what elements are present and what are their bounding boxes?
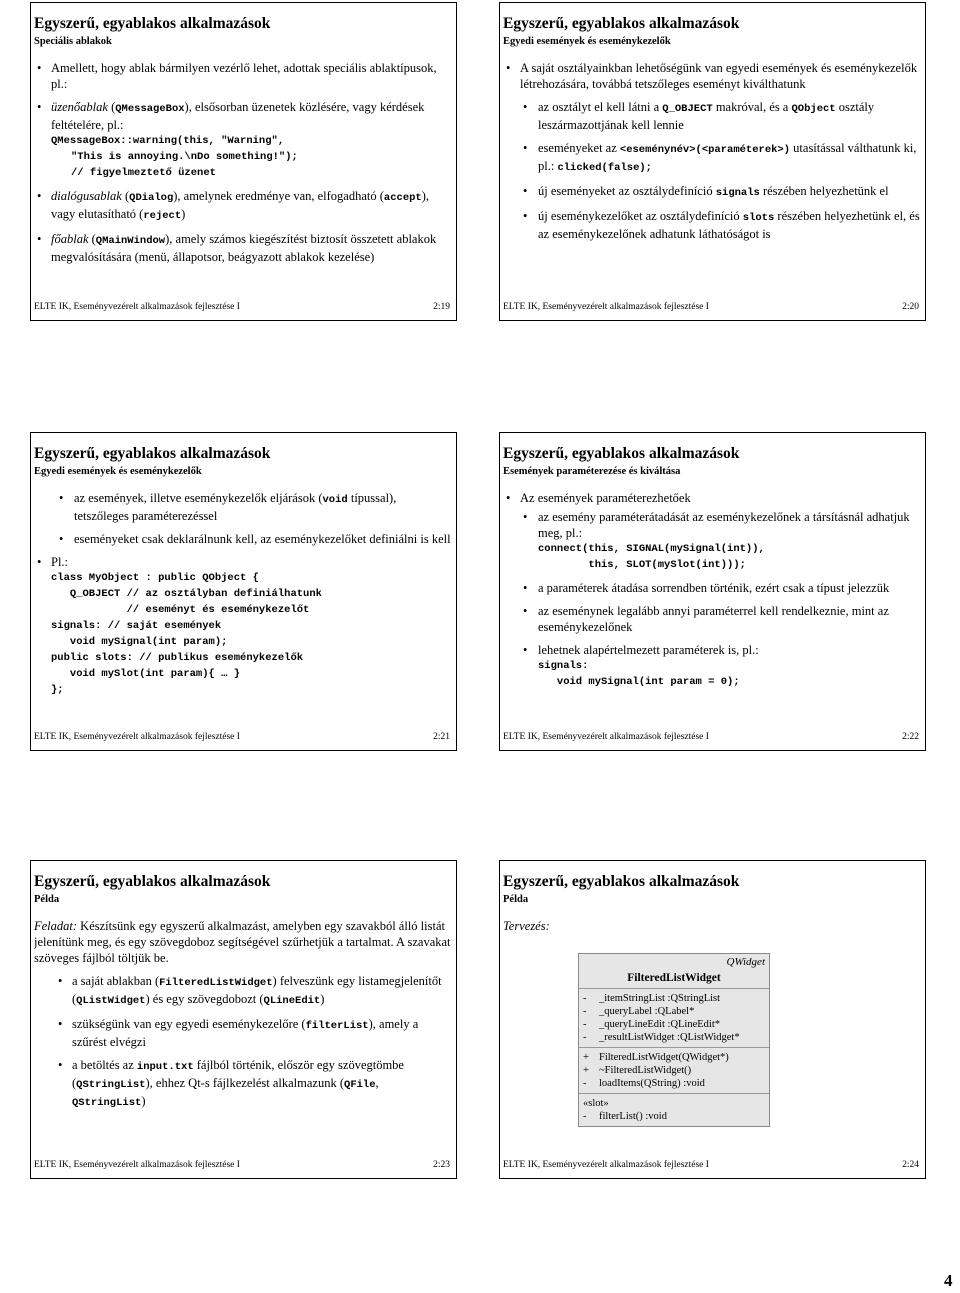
uml-attributes [579,989,769,1048]
code-line: void mySlot(int param){ … } [51,668,241,680]
code-line: class MyObject : public QObject { [51,572,259,584]
footer-text: ELTE IK, Eseményvezérelt alkalmazások fejlesztése I [503,302,709,312]
slide-content [34,918,452,1150]
uml-methods [579,1048,769,1094]
uml-parent-class: QWidget [726,956,765,968]
slide-subtitle: Egyedi események és eseménykezelők [503,36,671,47]
code-block [34,570,452,698]
page-number: 4 [944,1271,953,1290]
bullet: • eseményeket az <eseménynév>(<paraméterek>) utasítással válthatunk ki, pl.: clicked(false); [503,140,921,176]
bullet: • a paraméterek átadása sorrendben történik, ezért csak a típust jelezzük [503,580,921,596]
code-line: }; [51,684,64,696]
bullet: • lehetnek alapértelmezett paraméterek is, pl.: signals: void mySignal(int param = 0); [503,642,921,690]
slide-2-24 [499,860,926,1179]
slide-subtitle: Események paraméterezése és kiváltása [503,466,681,477]
bullet: • az eseménynek legalább annyi paraméterrel kell rendelkeznie, mint az eseménykezelőnek [503,603,921,635]
bullet: • a betöltés az input.txt fájlból történik, először egy szövegtömbe (QStringList), ehhez Qt-s fájlkezelést alkalmazunk (QFile, QStringList) [34,1057,452,1111]
code-line: signals: // saját események [51,620,222,632]
slide-2-19 [30,2,457,321]
slide-title: Egyszerű, egyablakos alkalmazások [503,15,740,32]
slide-title: Egyszerű, egyablakos alkalmazások [34,873,271,890]
code-line: this, SLOT(mySlot(int))); [538,559,746,571]
uml-attribute: - _queryLabel :QLabel* [583,1006,695,1017]
code-line: public slots: // publikus eseménykezelők [51,652,304,664]
uml-slots [579,1094,769,1126]
slide-number: 2:22 [902,732,919,742]
slide-title: Egyszerű, egyablakos alkalmazások [34,15,271,32]
slide-footer [503,1159,919,1171]
slide-footer [34,301,450,313]
bullet: • az esemény paraméterátadását az eseménykezelőnek a társításnál adhatjuk meg, pl.: connect(this, SIGNAL(mySignal(int)), this, SLOT(mySlot(int))); [503,509,921,573]
bullet: • dialógusablak (QDialog), amelynek eredménye van, elfogadható (accept), vagy elutasítható (reject) [34,188,452,224]
bullet: • az osztályt el kell látni a Q_OBJECT makróval, és a QObject osztály leszármazottjának kell lennie [503,99,921,133]
footer-text: ELTE IK, Eseményvezérelt alkalmazások fejlesztése I [503,732,709,742]
slide-footer [34,731,450,743]
footer-text: ELTE IK, Eseményvezérelt alkalmazások fejlesztése I [34,1160,240,1170]
footer-text: ELTE IK, Eseményvezérelt alkalmazások fejlesztése I [34,732,240,742]
uml-method: + FilteredListWidget(QWidget*) [583,1052,729,1063]
uml-header [579,954,769,989]
bullet: • az események, illetve eseménykezelők eljárások (void típussal), tetszőleges paraméterezéssel [34,490,452,524]
uml-class-diagram [578,953,770,1127]
uml-slot: - filterList() :void [583,1111,667,1122]
slide-number: 2:24 [902,1160,919,1170]
design-label: Tervezés: [503,919,550,933]
code-line: signals: [538,660,589,672]
bullet: • Amellett, hogy ablak bármilyen vezérlő lehet, adottak speciális ablaktípusok, pl.: [34,60,452,92]
slide-footer [34,1159,450,1171]
slide-number: 2:19 [433,302,450,312]
slide-footer [503,301,919,313]
slide-title: Egyszerű, egyablakos alkalmazások [503,445,740,462]
bullet: • Pl.: [34,554,452,570]
uml-attribute: - _itemStringList :QStringList [583,993,721,1004]
uml-class-name: FilteredListWidget [627,972,721,984]
bullet: • A saját osztályainkban lehetőségünk van egyedi események és eseménykezelők létrehozására, továbbá tetszőleges eseményt kiválthatunk [503,60,921,92]
uml-slot-label: «slot» [583,1098,609,1109]
bullet: • eseményeket csak deklarálnunk kell, az eseménykezelőket definiálni is kell [34,531,452,547]
code-line: QMessageBox::warning(this, "Warning", [51,135,285,147]
bullet: • üzenőablak (QMessageBox), elsősorban üzenetek közlésére, vagy kérdések feltételére, pl.: QMessageBox::warning(this, "Warning", "This is annoying.\nDo something!"); // figyelmeztető üzenet [34,99,452,181]
slide-title: Egyszerű, egyablakos alkalmazások [503,873,740,890]
uml-attribute: - _resultListWidget :QListWidget* [583,1032,740,1043]
code-line: Q_OBJECT // az osztályban definiálhatunk [51,588,322,600]
code-line: void mySignal(int param = 0); [538,676,740,688]
slide-content [503,490,921,722]
bullet: • új eseményeket az osztálydefiníció signals részében helyezhetünk el [503,183,921,201]
bullet: • új eseménykezelőket az osztálydefiníció slots részében helyezhetünk el, és az eseménykezelőnek adhatunk láthatóságot is [503,208,921,242]
uml-method: + ~FilteredListWidget() [583,1065,692,1076]
slide-number: 2:21 [433,732,450,742]
slide-content [34,490,452,722]
code-line: "This is annoying.\nDo something!"); [71,151,298,163]
slide-2-22 [499,432,926,751]
code-line: // figyelmeztető üzenet [71,167,216,179]
footer-text: ELTE IK, Eseményvezérelt alkalmazások fejlesztése I [503,1160,709,1170]
slide-number: 2:23 [433,1160,450,1170]
uml-method: - loadItems(QString) :void [583,1078,705,1089]
slide-2-21 [30,432,457,751]
slide-subtitle: Példa [503,894,529,905]
slide-content [34,60,452,292]
slide-subtitle: Speciális ablakok [34,36,112,47]
bullet: • szükségünk van egy egyedi eseménykezelőre (filterList), amely a szűrést elvégzi [34,1016,452,1050]
slide-subtitle: Példa [34,894,60,905]
uml-attribute: - _queryLineEdit :QLineEdit* [583,1019,721,1030]
footer-text: ELTE IK, Eseményvezérelt alkalmazások fejlesztése I [34,302,240,312]
slide-footer [503,731,919,743]
bullet: • a saját ablakban (FilteredListWidget) felveszünk egy listamegjelenítőt (QListWidget) és egy szövegdobozt (QLineEdit) [34,973,452,1009]
code-line: // eseményt és eseménykezelőt [51,604,310,616]
slide-number: 2:20 [902,302,919,312]
bullet: • főablak (QMainWindow), amely számos kiegészítést biztosít összetett ablakok megvalósítására (menü, állapotsor, beágyazott ablakok kezelése) [34,231,452,265]
slide-subtitle: Egyedi események és eseménykezelők [34,466,202,477]
slide-content [503,60,921,292]
task-paragraph: Feladat: Készítsünk egy egyszerű alkalmazást, amelyben egy szavakból álló listát jelenítünk meg, és egy szövegdoboz segítségével szűrhetjük a tartalmat. A szavakat szöveges fájlból töltjük be. [34,919,451,965]
code-line: void mySignal(int param); [51,636,228,648]
slide-title: Egyszerű, egyablakos alkalmazások [34,445,271,462]
bullet: • Az események paraméterezhetőek [503,490,921,506]
slide-2-20 [499,2,926,321]
slide-2-23 [30,860,457,1179]
code-line: connect(this, SIGNAL(mySignal(int)), [538,543,765,555]
